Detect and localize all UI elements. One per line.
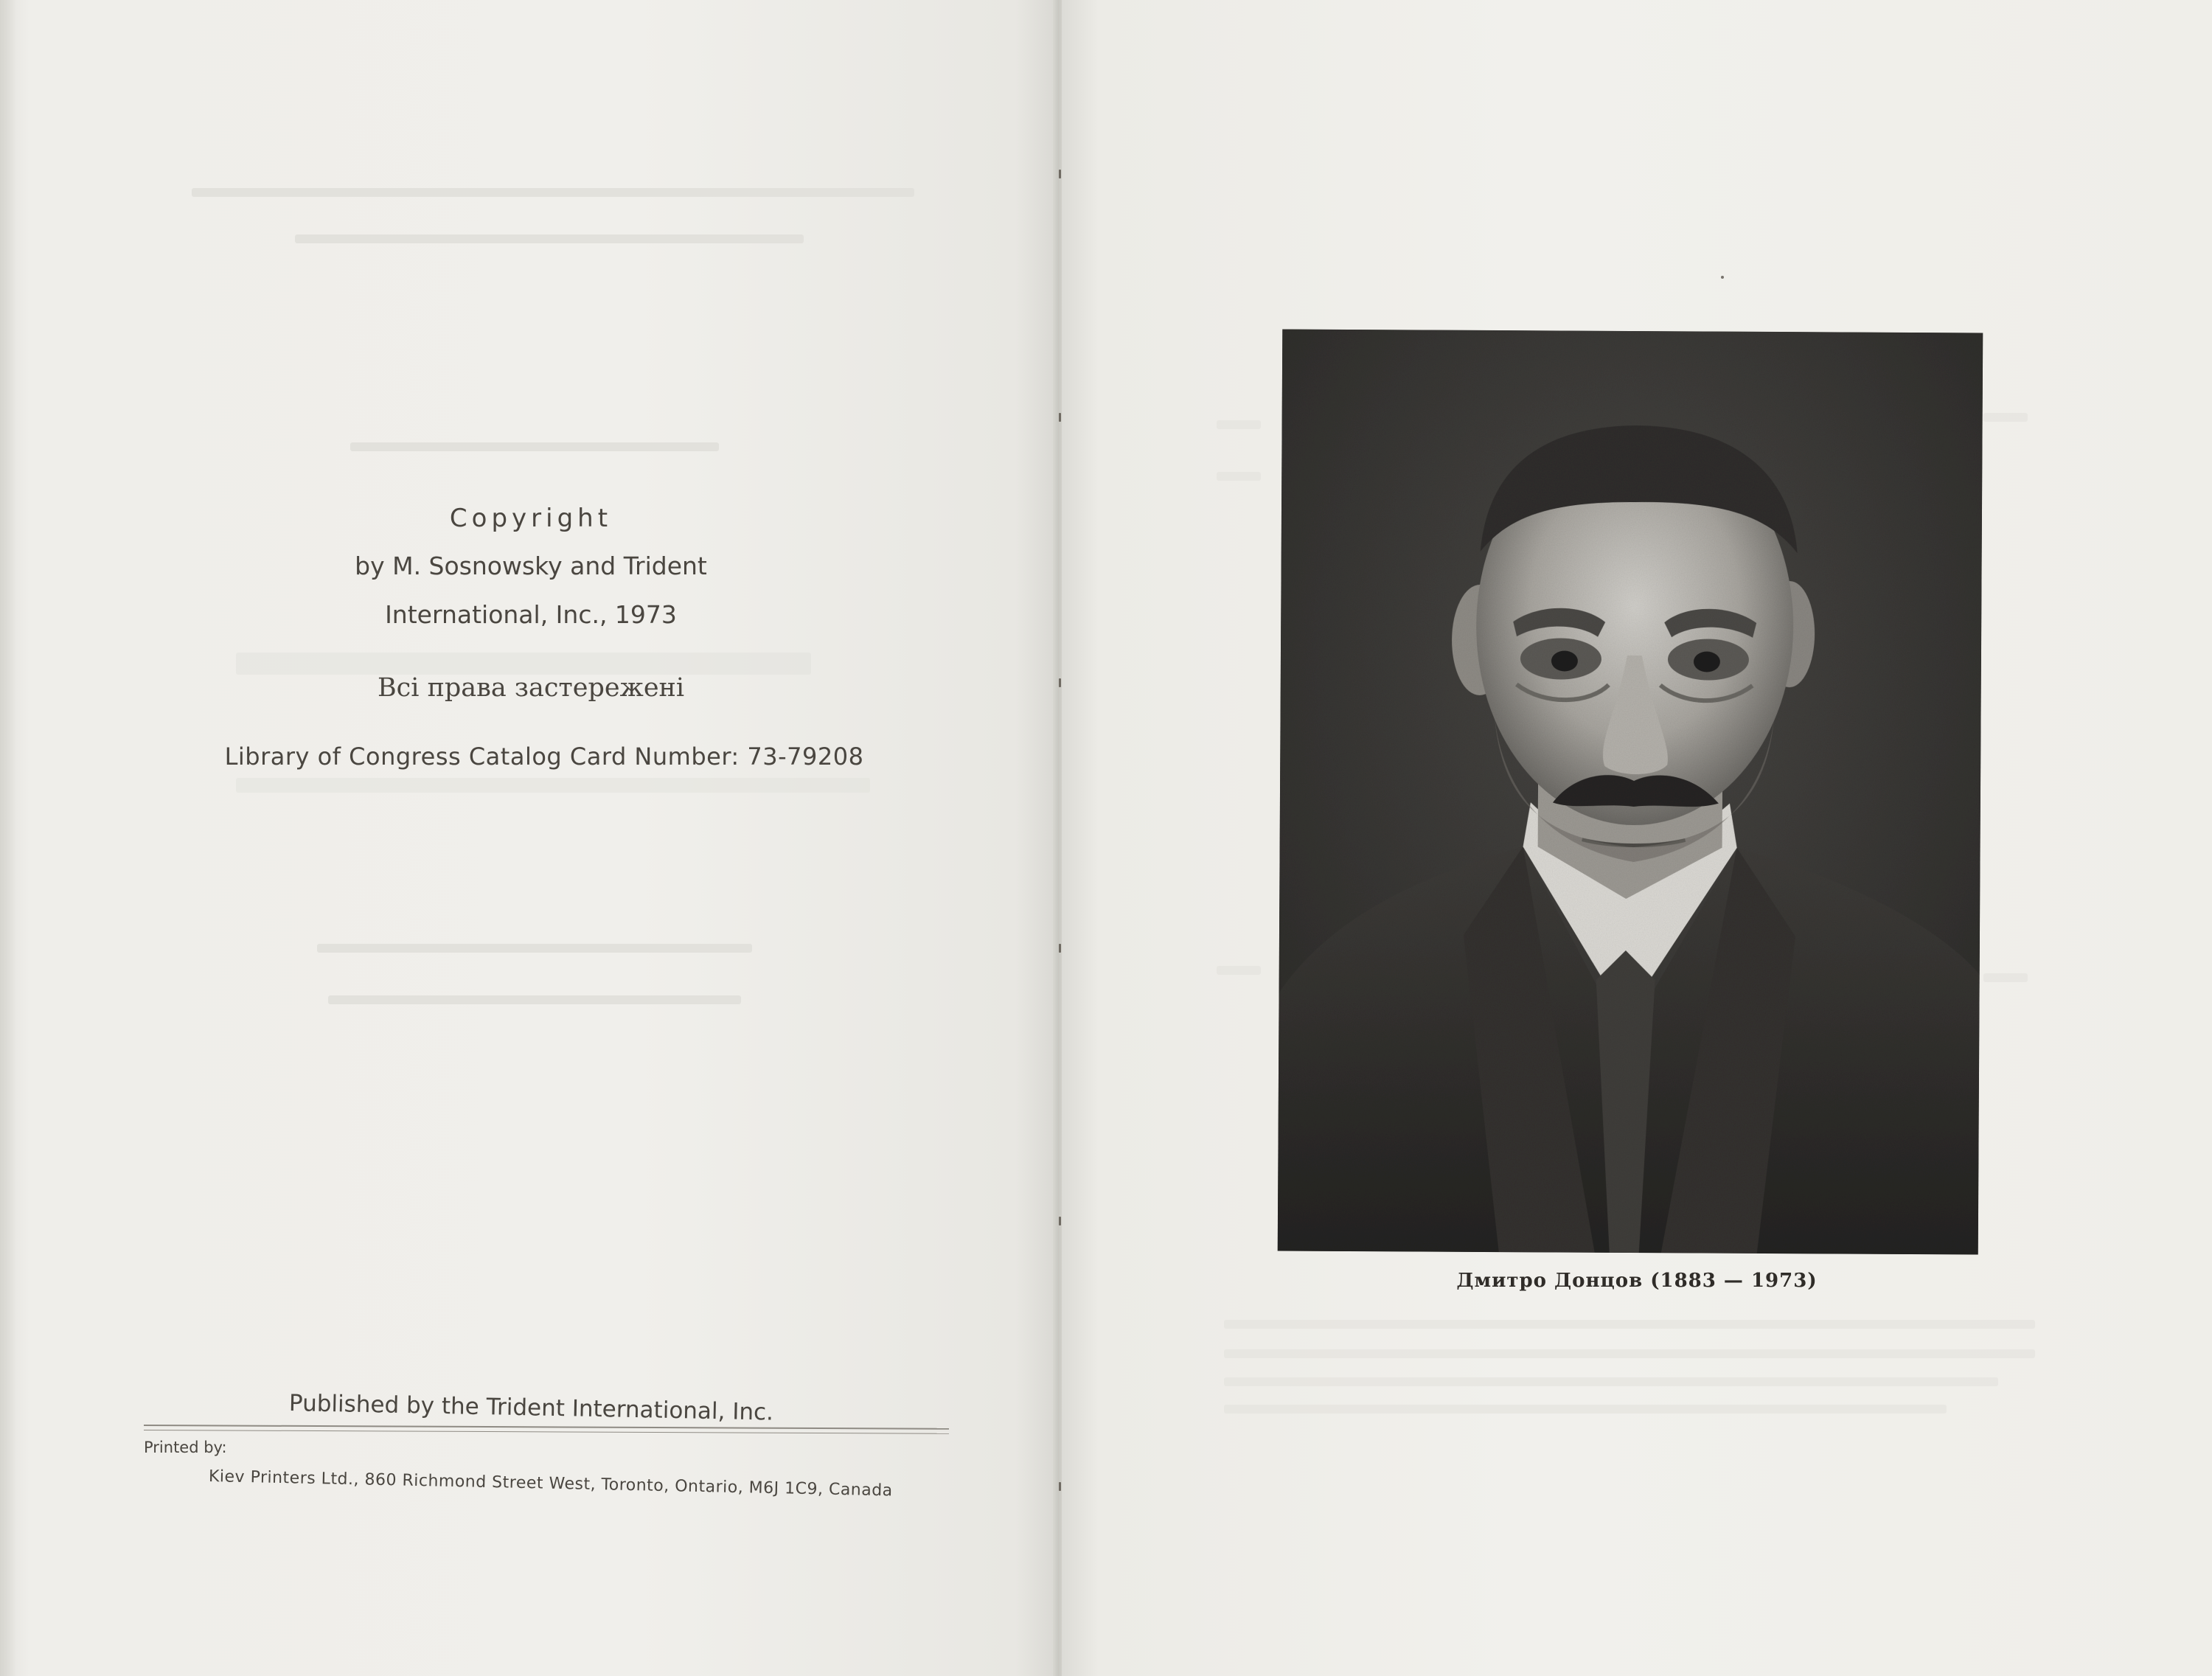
rights-reserved: Всі права застережені	[377, 673, 685, 703]
show-through-text	[1217, 420, 1261, 429]
show-through-text	[1983, 413, 2028, 422]
show-through-text	[1224, 1377, 1998, 1386]
copyright-heading: Copyright	[449, 504, 613, 533]
divider-rule	[144, 1430, 949, 1434]
printer-address: Kiev Printers Ltd., 860 Richmond Street West, Toronto, Ontario, M6J 1C9, Canada	[208, 1467, 893, 1501]
show-through-text	[350, 442, 719, 451]
show-through-text	[1224, 1349, 2035, 1358]
binding-stitch	[1059, 413, 1061, 422]
show-through-text	[236, 653, 811, 675]
print-speck	[1721, 276, 1724, 279]
show-through-text	[1983, 973, 2028, 982]
binding-stitch	[1059, 1217, 1061, 1225]
show-through-text	[1224, 1320, 2035, 1329]
show-through-text	[1224, 1405, 1947, 1414]
binding-stitch	[1059, 1482, 1061, 1491]
copyright-holders: by M. Sosnowsky and Trident	[355, 552, 707, 580]
show-through-text	[317, 944, 752, 953]
left-page	[0, 0, 1057, 1676]
binding-stitch	[1059, 678, 1061, 687]
binding-stitch	[1059, 944, 1061, 953]
page-edge-shadow	[0, 0, 16, 1676]
show-through-text	[1217, 472, 1261, 481]
show-through-text	[192, 188, 914, 197]
catalog-card-number: Library of Congress Catalog Card Number: 73-79208	[224, 743, 864, 771]
copyright-company-year: International, Inc., 1973	[385, 600, 677, 629]
binding-stitch	[1059, 170, 1061, 178]
printed-by-label: Printed by:	[144, 1439, 227, 1456]
portrait-caption: Дмитро Донцов (1883 — 1973)	[1456, 1270, 1818, 1292]
show-through-text	[1217, 966, 1261, 975]
portrait-photo	[1278, 330, 1983, 1255]
divider-rule	[144, 1425, 949, 1430]
show-through-text	[236, 778, 870, 793]
publisher-line: Published by the Trident International, Inc.	[288, 1390, 774, 1426]
show-through-text	[295, 234, 804, 243]
show-through-text	[328, 995, 741, 1004]
